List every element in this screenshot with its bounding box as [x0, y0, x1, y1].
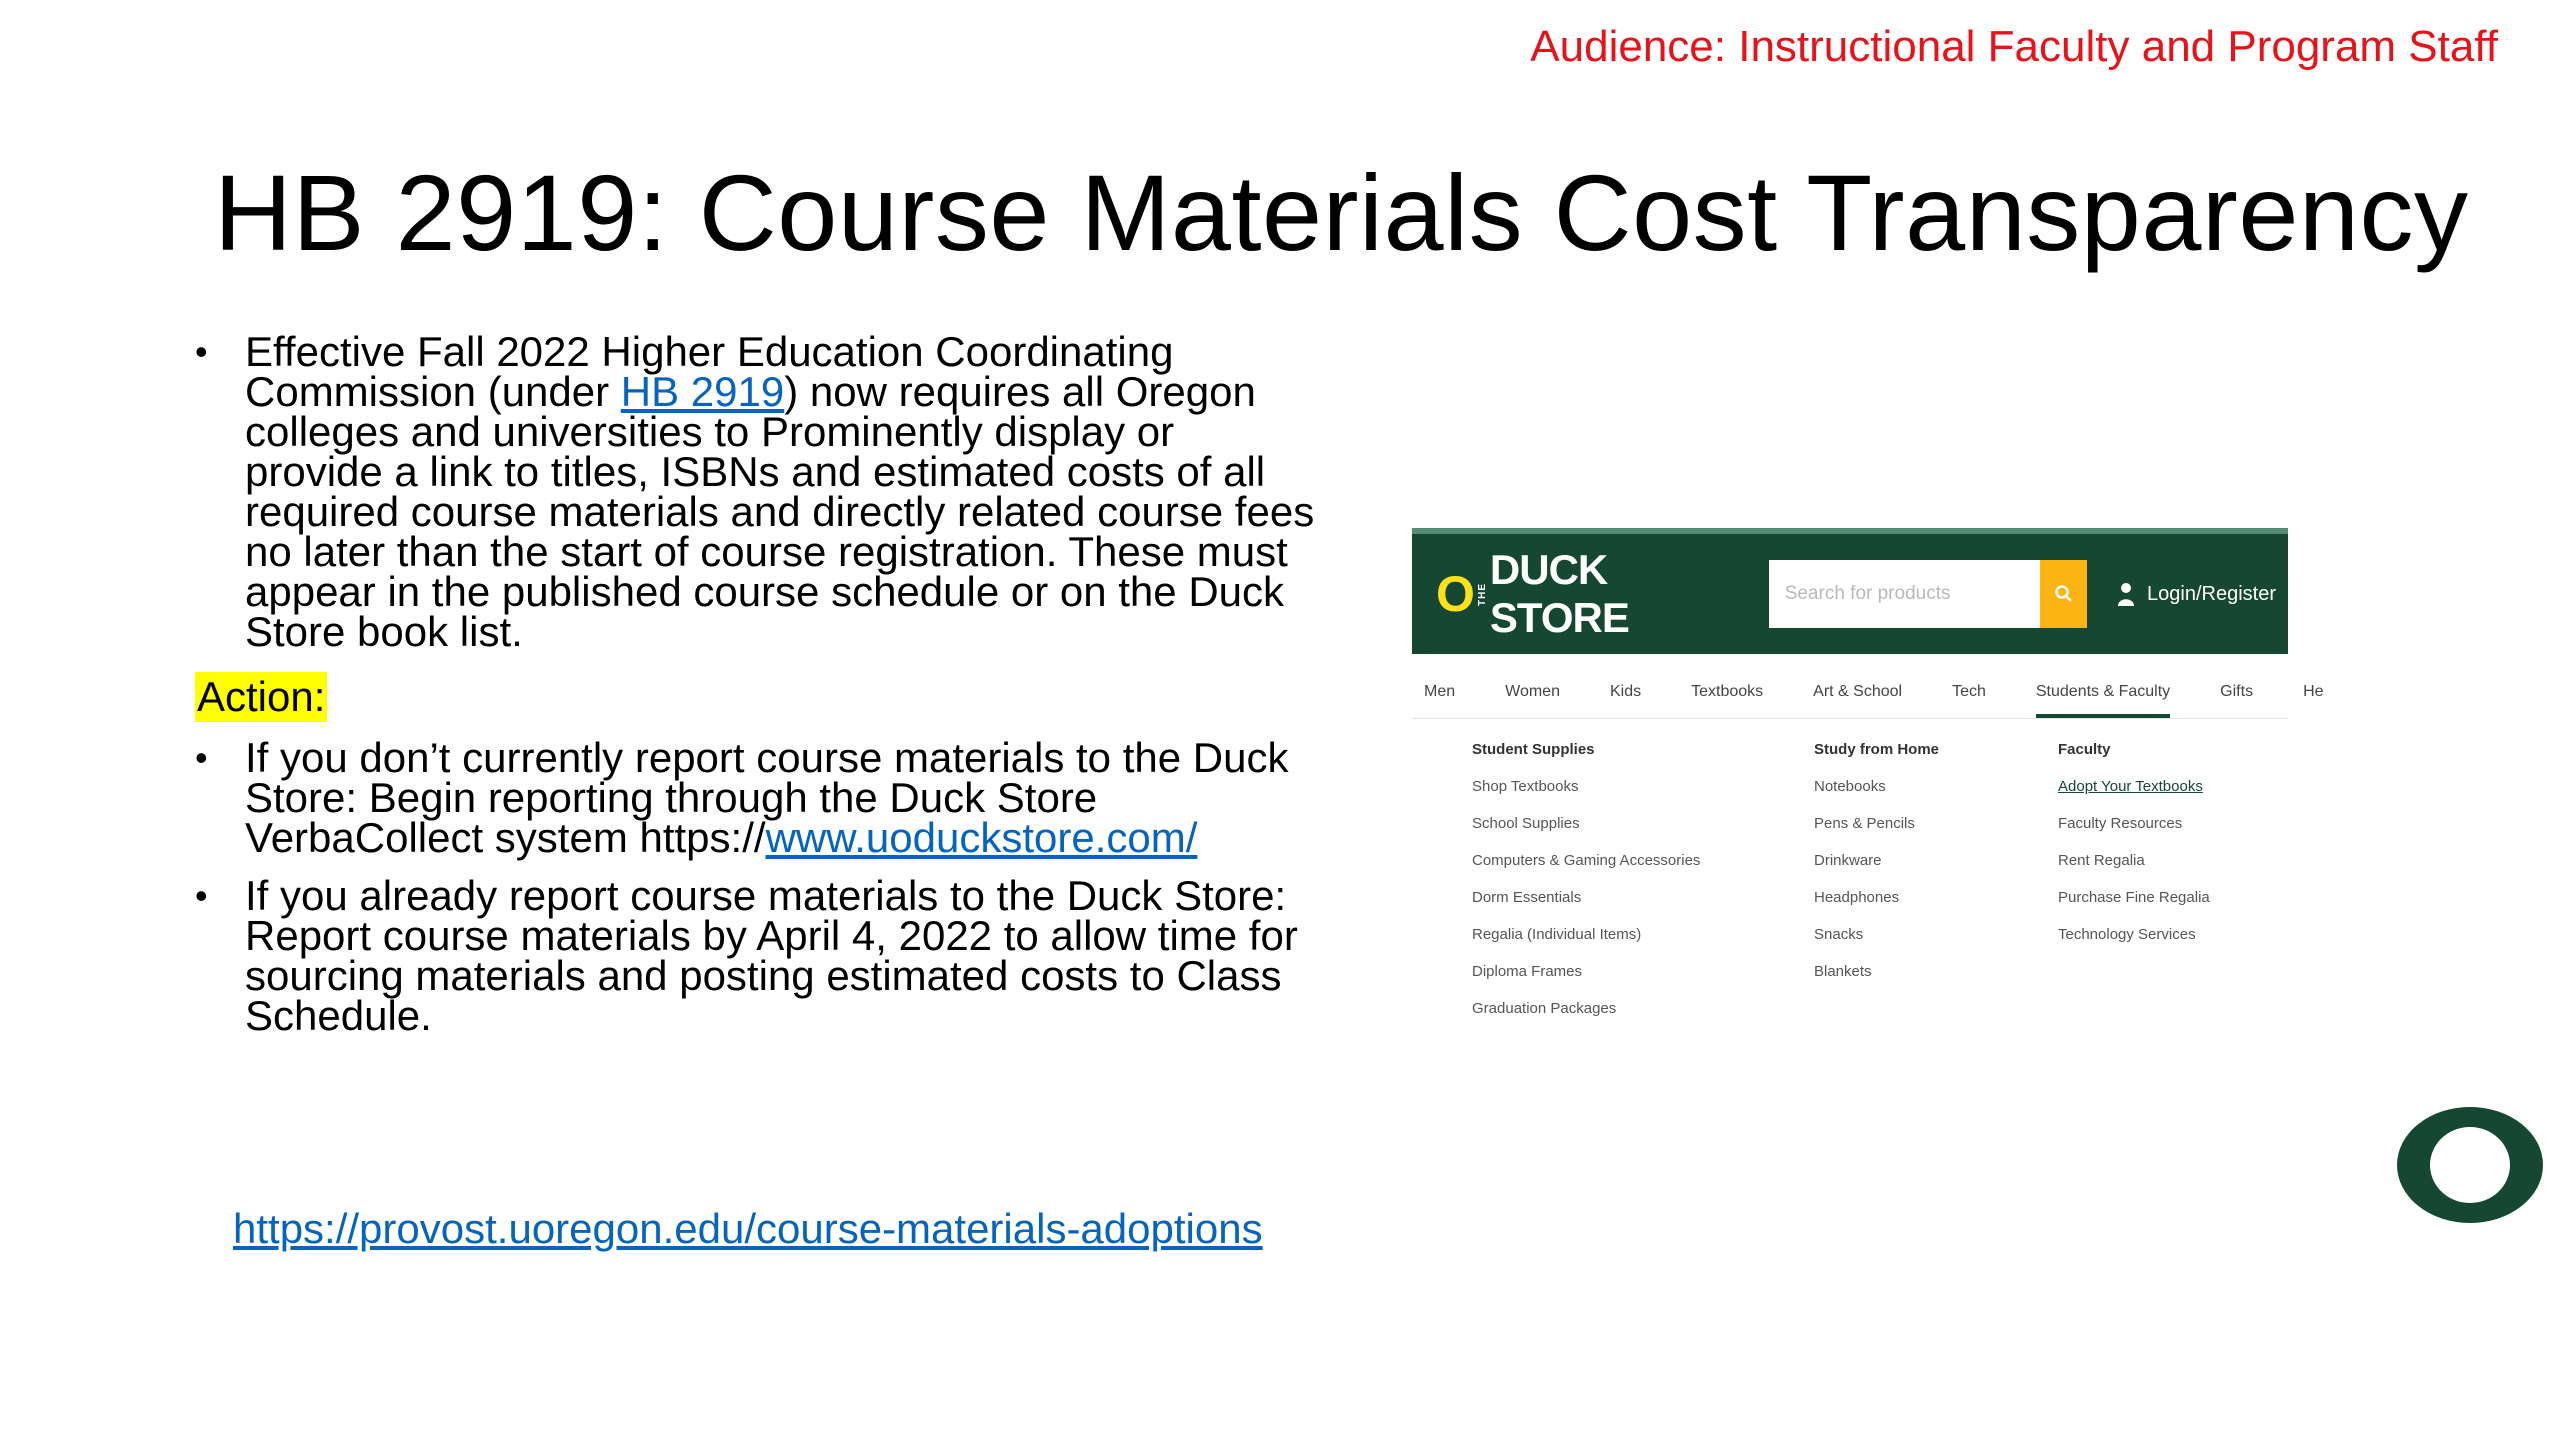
menu-item[interactable]: Notebooks	[1814, 778, 1886, 795]
slide-title: HB 2919: Course Materials Cost Transparency	[214, 152, 2469, 273]
menu-item[interactable]: Regalia (Individual Items)	[1472, 926, 1642, 943]
menu-col-faculty	[2058, 741, 2210, 1037]
bullet-text: If you already report course materials to the Duck Store: Report course materials by April 4, 2022 to allow time for sourcing materials and posting estimated costs to Class Schedule.	[245, 872, 1298, 1039]
bullet-text-part: Effective Fall 2022 Higher Education Coordinating Commission (under	[245, 328, 1174, 415]
menu-col-study-from-home	[1814, 741, 2058, 1037]
bullet-begin-reporting	[195, 734, 1315, 861]
menu-item[interactable]: Purchase Fine Regalia	[2058, 889, 2210, 906]
menu-heading: Faculty	[2058, 741, 2111, 758]
menu-item[interactable]: Graduation Packages	[1472, 1000, 1617, 1017]
menu-item[interactable]: Blankets	[1814, 963, 1872, 980]
bullet-dot: •	[195, 331, 208, 372]
menu-item[interactable]: Computers & Gaming Accessories	[1472, 852, 1701, 869]
bullet-text-part: ) now requires all Oregon colleges and universities to Prominently display or provide a link to titles, ISBNs and estimated costs of all required course materials and directly related course fees no later than the start of course registration. These must appear in the published course schedule or on the Duck Store book list.	[245, 368, 1315, 655]
nav-tech[interactable]: Tech	[1952, 683, 1986, 700]
menu-item[interactable]: Snacks	[1814, 926, 1864, 943]
nav-men[interactable]: Men	[1424, 683, 1456, 700]
logo-the: THE	[1476, 582, 1488, 606]
store-nav	[1412, 666, 2324, 719]
menu-heading: Student Supplies	[1472, 741, 1595, 758]
menu-item[interactable]: Rent Regalia	[2058, 852, 2145, 869]
hb2919-link[interactable]: HB 2919	[620, 368, 785, 415]
slide-body	[195, 328, 1315, 1054]
store-search-button[interactable]	[2040, 560, 2087, 628]
store-search-input[interactable]: Search for products	[1769, 560, 2041, 628]
action-label: Action:	[197, 673, 326, 720]
nav-students-faculty[interactable]: Students & Faculty	[2036, 666, 2170, 718]
logo-name: DUCK STORE	[1489, 546, 1629, 641]
nav-kids[interactable]: Kids	[1609, 683, 1642, 700]
menu-item[interactable]: Pens & Pencils	[1814, 815, 1915, 832]
nav-gifts[interactable]: Gifts	[2220, 683, 2254, 700]
login-label: Login/Register	[2147, 582, 2276, 605]
user-icon	[2115, 582, 2137, 606]
menu-heading: Study from Home	[1814, 741, 1940, 758]
store-top-accent	[1412, 528, 2288, 534]
adopt-textbooks-link[interactable]: Adopt Your Textbooks	[2058, 778, 2203, 795]
duck-store-logo[interactable]	[1436, 546, 1725, 642]
store-mega-menu	[1412, 719, 2288, 1037]
bullet-text-part: If you don’t currently report course materials to the Duck Store: Begin reporting through the Duck Store VerbaCollect system https://	[245, 734, 1289, 861]
bullet-hb2919	[195, 328, 1315, 655]
duckstore-link[interactable]: www.uoduckstore.com/	[765, 814, 1198, 861]
menu-col-student-supplies	[1472, 741, 1814, 1037]
bullet-already-report	[195, 872, 1315, 1039]
menu-item[interactable]: Technology Services	[2058, 926, 2196, 943]
menu-item[interactable]: Diploma Frames	[1472, 963, 1583, 980]
bullet-text	[245, 734, 1315, 861]
nav-textbooks[interactable]: Textbooks	[1691, 683, 1764, 700]
nav-he[interactable]: He	[2303, 683, 2324, 700]
bullet-text	[245, 328, 1315, 655]
menu-item[interactable]: Drinkware	[1814, 852, 1882, 869]
store-login[interactable]	[2115, 582, 2276, 606]
store-header	[1412, 534, 2288, 654]
provost-link[interactable]: https://provost.uoregon.edu/course-materials-adoptions	[233, 1205, 1263, 1252]
menu-item[interactable]: Headphones	[1814, 889, 1900, 906]
menu-item[interactable]: Shop Textbooks	[1472, 778, 1579, 795]
university-o-logo	[2395, 1105, 2545, 1225]
bullet-dot: •	[195, 875, 208, 916]
menu-item[interactable]: Faculty Resources	[2058, 815, 2183, 832]
nav-art-school[interactable]: Art & School	[1813, 683, 1903, 700]
duck-store-screenshot	[1412, 528, 2324, 1028]
nav-women[interactable]: Women	[1505, 683, 1560, 700]
search-icon	[2054, 584, 2074, 604]
menu-item[interactable]: Dorm Essentials	[1472, 889, 1582, 906]
audience-note: Audience: Instructional Faculty and Program Staff	[1530, 22, 2498, 71]
logo-o: O	[1436, 566, 1475, 622]
bullet-dot: •	[195, 737, 208, 778]
menu-item[interactable]: School Supplies	[1472, 815, 1580, 832]
